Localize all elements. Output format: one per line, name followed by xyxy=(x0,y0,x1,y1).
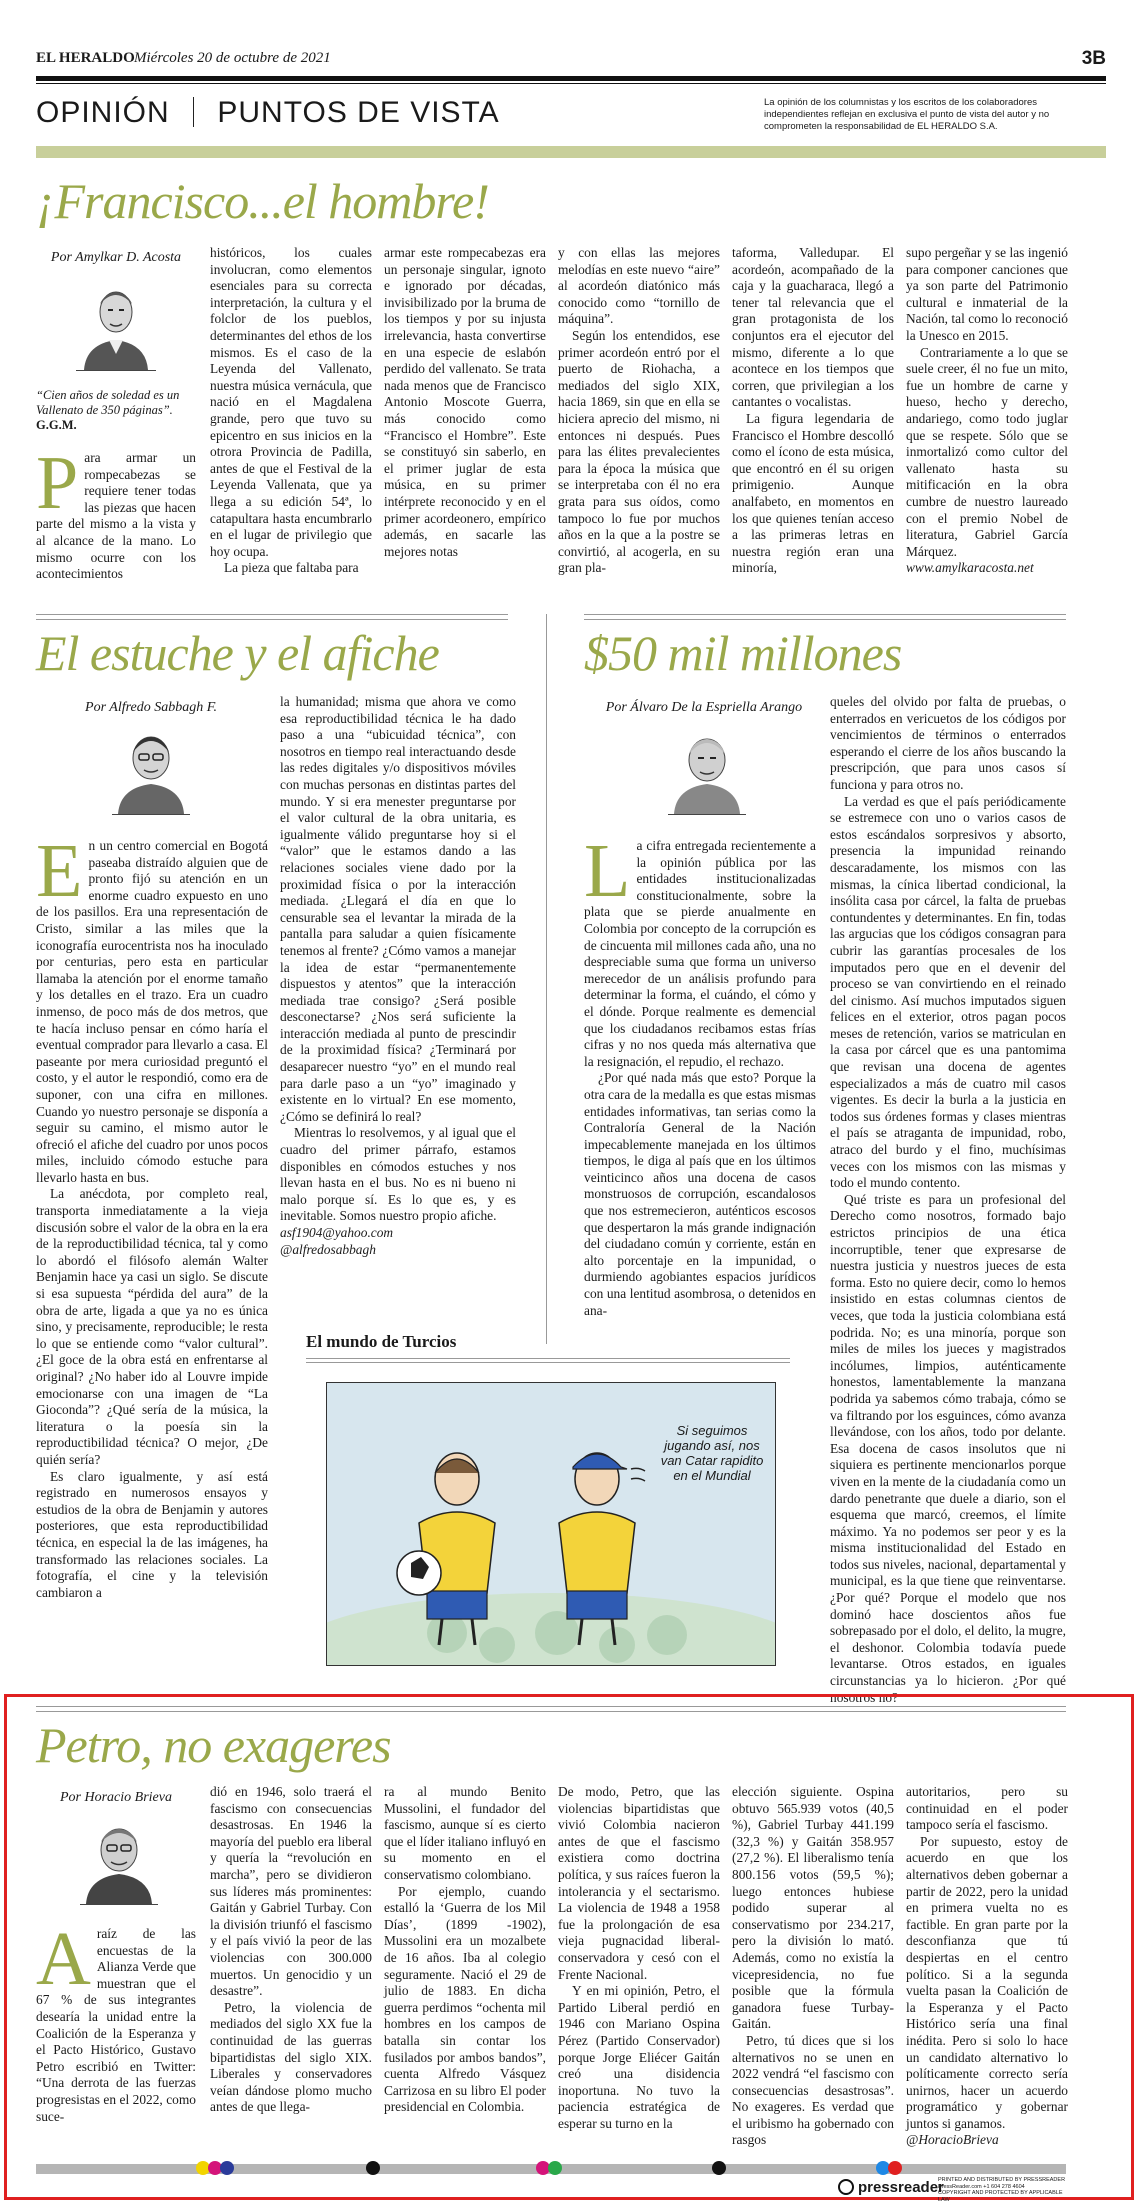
author-twitter-brieva[interactable]: @HoracioBrieva xyxy=(906,2132,999,2148)
article1-col4-p1: y con ellas las mejores melodías en este nuevo “aire” al acordeón diatónico más conocido como “tornillo de máquina”. xyxy=(558,245,720,327)
headline-50mil: $50 mil millones xyxy=(584,625,902,681)
pressreader-logo xyxy=(838,2178,944,2196)
article3-col2-p1: queles del olvido por falta de pruebas, o enterrados en vericuetos de los códigos por vencimientos de términos o enterrados esperando el cierre de los años buscando la prescripción, que para unos casos sí funciona y para otros no. xyxy=(830,694,1066,792)
article1-col1-text: ara armar un rompecabezas se requiere tener todas las piezas que hacen parte del mismo a la vista y al alcance de la mano. Lo mismo ocurre con los acontecimientos xyxy=(36,450,196,582)
article1-col5 xyxy=(732,245,894,577)
article3-col1-text: a cifra entregada recientemente a la opinión pública por las entidades institucionalizadas constitucionalmente, sobre la plata que se pierde anualmente en Colombia por concepto de la corrupción es de cincuenta mil millones cada año, una no despreciable suma que forma un universo merecedor de un análisis profundo para determinar la forma, el cuándo, el cómo y el dónde. Porque realmente es demencial que los ciudadanos recibamos estas frías cifras y no nos queda más alternativa que la resignación, el repudio, el rechazo. xyxy=(584,838,816,1069)
footer-line-3: COPYRIGHT AND PROTECTED BY APPLICABLE LAW xyxy=(938,2190,1063,2203)
headline-francisco: ¡Francisco...el hombre! xyxy=(36,173,489,229)
byline-brieva: Por Horacio Brieva xyxy=(60,1790,172,1805)
section-band xyxy=(36,146,1106,158)
article1-col3 xyxy=(384,245,546,560)
article1-col4-p2: Según los entendidos, ese primer acordeón entró por el puerto de Riohacha, a mediados del siglo XIX, hacia 1869, sin que en ella se hiciera aprecio del mismo, ni entonces ni después. Pues para las élites prevalecientes para la época la música que se interpretaba con él no era grata para sus oídos, como tampoco lo fue por muchos años en la que a la postre se convirtió, al acogerla, en su gran pla- xyxy=(558,327,720,576)
article4-col2 xyxy=(210,1784,372,2116)
article3-col2-p3: Qué triste es para un profesional del Derecho como nosotros, formado bajo estrictos principios de una ética incorruptible, tener que expresarse de nuestra justicia y nuestros jueces de esta forma. Esto no quiere decir, como lo hemos insistido en estas columnas cientos de veces, que toda la justicia colombiana está podrida. No; es una minoría, porque son miles de miles los jueces y magistrados incólumes, limpios, auténticamente honestos, lamentablemente la manzana podrida ya sabemos cómo trabaja, cómo se va filtrando por los esguinces, cómo avanza llevándose, con los años, todo por delante. Esa docena de casos insolutos que ni siquiera es pertinente mencionarlos porque viven en la mente de la ciudadanía como un dardo penetrante que duele a diario, son el esquema que marcó, creemos, el límite máximo. Ya no podemos ser peor y es la misma institucionalidad del Estado en todos sus niveles, nacional, departamental y municipal, es la que tiene que reinventarse. ¿Por qué? Porque el modelo que nos dominó hace doscientos años fue sobrepasado por el dolo, el delito, la mugre, el deshonor. Colombia todavía puede levantarse. Otros estados, en iguales circunstancias ya lo hicieron. ¿Por qué nosotros no? xyxy=(830,1191,1066,1705)
article2-col2-p2: Mientras lo resolvemos, y al igual que el cuadro del primer párrafo, estamos disponibles en cómodos estuches y nos llevan hasta en el bus. No es ni bueno ni malo porque sí. Es lo que es, y es inevitable. Somos nuestro propio afiche. xyxy=(280,1125,516,1224)
paper-name: EL HERALDO xyxy=(36,50,135,66)
article4-col2-p2: Petro, la violencia de mediados del siglo XX fue la continuidad de las guerras bipartidistas del siglo XIX. Liberales y conservadores veían dándose plomo mucho antes de que llega- xyxy=(210,1999,372,2115)
author-email[interactable]: asf1904@yahoo.com xyxy=(280,1225,394,1240)
article1-col2-p2: La pieza que faltaba para xyxy=(224,560,359,576)
article4-col3-p2: Por ejemplo, cuando estalló la ‘Guerra de los Mil Días’, (1899 -1902), Mussolini era un mozalbete de 16 años. Iba al colegio seguramente. Nació el 29 de julio de 1883. En dicha guerra perdimos “ochenta mil hombres en los campos de batalla sin contar los fusilados por ambos bandos”, cuenta Alfredo Vásquez Carrizosa en su libro El poder presidencial en Colombia. xyxy=(384,1883,546,2115)
page-number: 3B xyxy=(1081,48,1106,69)
section-title xyxy=(36,96,500,130)
article1-col2-p1: históricos, los cuales involucran, como elementos esenciales para su correcta interpretación, la cultura y el folclor de los pueblos, determinantes del ethos de los mismos. Es el caso de la Leyenda del Vallenato, nuestra música vernácula, que nació en el Magdalena grande, pero que tuvo su epicentro en sus inicios en la otrora Provincia de Padilla, antes de que el Festival de la Leyenda Vallenata, que ya llega a su edición 54ª, lo catapultara hasta encumbrarlo en el lugar de privilegio que hoy ocupa. xyxy=(210,245,372,559)
registration-strip xyxy=(36,2164,1066,2174)
footer-line-2: PressReader.com +1 604 278 4604 xyxy=(938,2183,1025,2190)
column-divider xyxy=(546,614,547,1344)
header-rule xyxy=(36,76,1106,81)
dropcap-e: E xyxy=(36,829,83,913)
article1-col1 xyxy=(36,441,196,583)
header-rule-thin xyxy=(36,83,1106,84)
article1-col4 xyxy=(558,245,720,577)
dropcap-p: P xyxy=(36,441,79,525)
author-twitter[interactable]: @alfredosabbagh xyxy=(280,1241,376,1257)
article3-col1 xyxy=(584,829,817,1319)
separator xyxy=(36,1711,1066,1712)
author-photo-acosta xyxy=(76,274,156,371)
separator xyxy=(584,614,1066,615)
article4-col3-p1: ra al mundo Benito Mussolini, el fundador del fascismo, aunque sí es cierto que el líder italiano influyó en su momento en el conservatismo colombiano. xyxy=(384,1784,546,1882)
registration-mark xyxy=(548,2161,562,2175)
speech-bubble: Si seguimos jugando así, nos van Catar rapidito en el Mundial xyxy=(660,1423,764,1483)
headline-estuche: El estuche y el afiche xyxy=(36,625,439,681)
footer-line-1: PRINTED AND DISTRIBUTED BY PRESSREADER xyxy=(938,2177,1066,2183)
article2-col1-p2: La anécdota, por completo real, transporta inmediatamente a la vieja discusión sobre el valor de la obra en la era de la reproductibilidad técnica, tal y como lo abordó el filósofo alemán Walter Benjamin hace ya casi un siglo. Se discute si esa supuesta “pérdida del aura” de la obra de arte, ligada a que ya no es única sino, y precisamente, reproducible; le resta lo que se entiende como “valor cultural”. ¿El goce de la obra está en enfrentarse al original? ¿No haber ido al Louvre impide emocionarse con una imagen de “La Gioconda”? ¿Qué sería de la música, la literatura o la poesía sin la reproductibilidad técnica? O mejor, ¿De quién sería? xyxy=(36,1186,268,1467)
pressreader-icon xyxy=(838,2179,854,2195)
article4-col6-p2: Por supuesto, estoy de acuerdo en que los alternativos deben gobernar a partir de 2022, pero la unidad en primera vuelta no es factible. En gran parte por la desconfianza que tú despiertas en el centro político. Si a la segunda vuelta pasan la Coalición de la Esperanza y el Pacto Histórico sería una final inédita. Pero si solo lo hace un candidato alternativo lo políticamente correcto sería unirnos, hacer un acuerdo programático y gobernar juntos si ganamos. xyxy=(906,1833,1068,2131)
article4-col5 xyxy=(732,1784,894,2149)
separator xyxy=(36,614,508,615)
article1-col6-p1: supo pergeñar y se las ingenió para componer canciones que ya son parte del Patrimonio cultural e inmaterial de la Nación, tal como lo reconoció la Unesco en 2015. xyxy=(906,245,1068,343)
article4-col5-p2: Petro, tú dices que si los alternativos no se unen en 2022 vendrá “el fascismo con consecuencias desastrosas”. No exageres. Es verdad que el uribismo ha gobernado con rasgos xyxy=(732,2032,894,2148)
author-photo-brieva xyxy=(80,1812,158,1905)
separator xyxy=(584,619,1066,620)
cartoon-title: El mundo de Turcios xyxy=(306,1332,457,1351)
article4-col1-text: raíz de las encuestas de la Alianza Verde que muestran que el 67 % de sus integrantes desearía la unidad entre la Coalición de la Esperanza y el Pacto Histórico, Gustavo Petro escribió en Twitter: “Una derrota de las fuerzas progresistas en el 2022, como suce- xyxy=(36,1926,196,2124)
disclaimer: La opinión de los columnistas y los escritos de los colaboradores independientes reflejan en exclusiva el punto de vista del autor y no comprometen la responsabilidad de EL HERALDO S.A. xyxy=(764,97,1050,132)
cartoon-rule xyxy=(306,1358,790,1359)
separator xyxy=(36,1706,1066,1707)
author-website[interactable]: www.amylkaracosta.net xyxy=(906,560,1034,576)
dropcap-a: A xyxy=(36,1917,91,2001)
article4-col6 xyxy=(906,1784,1068,2149)
section-label: OPINIÓN xyxy=(36,96,170,129)
article3-col1-p2: ¿Por qué nada más que esto? Porque la otra cara de la medalla es que estas mismas entidades informativas, tan serias como la Contraloría General de la Nación impecablemente manejada en los últimos tiempos, le diga al país que en los últimos veinticinco años una docena de casos monstruosos de corrupción, escandalosos que nos estremecieron, auténticos escosos que despertaron la más grande indignación del ciudadano común y corriente, están en alto porcentaje en la impunidad, o durmiendo agobiantes espacios jurídicos con una lentitud asombrosa, o detenidos en ana- xyxy=(584,1070,817,1318)
article1-col3-p1: armar este rompecabezas era un personaje singular, ignoto e ignorado por décadas, invisibilizado por la bruma de los tiempos y por su injusta irrelevancia, hasta convertirse en una especie de eslabón perdido del vallenato. Se trata nada menos que de Francisco Antonio Moscote Guerra, más conocido como “Francisco el Hombre”. Este se constituyó sin saberlo, en el primer juglar de esta música, en su primer intérprete reconocido y en el primer acordeonero, empírico además, en sacarle las mejores notas xyxy=(384,245,546,559)
dropcap-l: L xyxy=(584,829,631,913)
article3-col2-p2: La verdad es que el país periódicamente se estremece con uno o varios casos de estos escándalos sorpresivos y absorto, presencia la impunidad reinando descaradamente, los mismos con las mismas, la cínica libertad condicional, la insólita casa por cárcel, la falta de pruebas contundentes y determinantes. En fin, todas las argucias que los códigos consagran para cubrir las garantías procesales de los imputados pero que en el devenir del proceso se van convirtiendo en el reinado del cinismo. Así muchos imputados siguen felices en el exterior, otros pagan pocos meses de retención, varios se matriculan en la casa por cárcel que es una pantomima que revisan una docena de agentes especializados a más de cuatro mil casos vigentes. Es decir la burla a la justicia en todos sus órdenes formas y clases mientras el país se atraganta de impunidad, robo, atraco del burdo y el fino, muchísimas veces con los mismos con las mismas y todo el mundo contento. xyxy=(830,793,1066,1191)
article1-col5-p1: taforma, Valledupar. El acordeón, acompañado de la caja y la guacharaca, llegó a tener tal relevancia que el gran protagonista de los conjuntos era el ejecutor del mismo, diferente a lo que acontece en los tiempos que corren, que privilegian a los cantantes o vocalistas. xyxy=(732,245,894,410)
article4-col6-p1: autoritarios, pero su continuidad en el poder tampoco sería el fascismo. xyxy=(906,1784,1068,1833)
article2-col1-p3: Es claro igualmente, y así está registrado en numerosos ensayos y estudios de la obra de Benjamin y autores posteriores, que esta reproductibilidad técnica, en especial la de las imágenes, ha transformado las relaciones sociales. La fotografía, el cine y la televisión cambiaron a xyxy=(36,1468,268,1600)
masthead xyxy=(36,50,1106,74)
epigraph-text: “Cien años de soledad es un Vallenato de 350 páginas”. xyxy=(36,388,180,417)
article2-col1-text: n un centro comercial en Bogotá paseaba distraído alguien que de pronto fijó su atención en un enorme cuadro expuesto en uno de los pasillos. Era una representación de Cristo, similar a las miles que la iconografía eurocentrista nos ha inoculado por centurias, pero esta en particular llamaba la atención por el enorme tamaño y los detalles en el trazo. Era un cuadro inmenso, de poco más de dos metros, que te hacía incluso pensar en cómo haría el eventual comprador para llevarlo a casa. El paseante por mera curiosidad preguntó el costo, y el autor le respondió, como era de suponer, con una cifra en millones. Cuando yo nuestro personaje se disponía a seguir su camino, el mismo autor le ofreció el afiche del cuadro por unos pocos miles, incluido cómodo estuche para llevarlo hasta en bus. xyxy=(36,838,268,1185)
registration-mark xyxy=(712,2161,726,2175)
byline-acosta: Por Amylkar D. Acosta xyxy=(50,250,182,265)
issue-date: Miércoles 20 de octubre de 2021 xyxy=(134,50,331,66)
article4-col4-p2: Y en mi opinión, Petro, el Partido Liberal perdió en 1946 con Mariano Ospina Pérez (Partido Conservador) porque Jorge Eliécer Gaitán creó una disidencia inoportuna. No tuvo la paciencia estratégica de esperar su turno en la xyxy=(558,1983,720,2131)
author-photo-espriella xyxy=(668,722,746,815)
footer-notice xyxy=(938,2177,1068,2203)
article1-col2 xyxy=(210,245,372,577)
byline-espriella: Por Álvaro De la Espriella Arango xyxy=(605,700,803,715)
epigraph-quote xyxy=(36,388,201,433)
article1-col6 xyxy=(906,245,1068,577)
registration-mark xyxy=(220,2161,234,2175)
article2-col2-p1: la humanidad; misma que ahora ve como esa reproductibilidad técnica le ha dado paso a una “ubicuidad técnica”, con nosotros en tiempo real interactuando desde las redes digitales y/o dispositivos móviles con muchas personas en distintas partes del mundo. Y si era menester preguntarse por el valor cultural de la obra unitaria, es igualmente válido preguntarse hoy si el “valor” que le estamos dando a las relaciones sociales viene dado por la proximidad física o por la interacción mediada. ¿Llegará el día en que lo censurable sea el levantar la mirada de la pantalla para saludar a quien físicamente tenemos al frente? ¿Cómo vamos a manejar la idea de estar “permanentemente dispuestos y atentos” que la interacción mediada trae consigo? ¿Será posible desconectarse? ¿Nos será suficiente la interacción mediada al punto de prescindir de la proximidad física? ¿Terminará por desaparecer nuestro “yo” en el mundo real para darle paso a un “yo” imaginado y existente en lo virtual? En ese momento, ¿Cómo se definirá lo real? xyxy=(280,694,516,1124)
article3-col2 xyxy=(830,694,1066,1706)
registration-mark xyxy=(366,2161,380,2175)
subsection-label: PUNTOS DE VISTA xyxy=(217,96,500,129)
pressreader-brand: pressreader xyxy=(858,2178,944,2196)
article4-col4-p1: De modo, Petro, que las violencias bipartidistas que vivió Colombia nacieron antes de que el fascismo existiera como doctrina política, y sus raíces fueron la intolerancia y el sectarismo. La violencia de 1948 a 1958 fue la prolongación de esa vieja pugnacidad liberal-conservadora y cesó con el Frente Nacional. xyxy=(558,1784,720,1982)
byline-sabbagh: Por Alfredo Sabbagh F. xyxy=(85,700,217,715)
author-photo-sabbagh xyxy=(112,722,190,815)
article2-col2 xyxy=(280,694,516,1258)
article4-col1 xyxy=(36,1917,196,2125)
section-divider xyxy=(193,97,194,127)
article4-col5-p1: elección siguiente. Ospina obtuvo 565.939 votos (40,5 %), Gabriel Turbay 441.199 (32,3 %) y Gaitán 358.957 (27,2 %). El liberalismo tenía 800.156 votos (59,5 %); luego entonces hubiese podido superar al conservatismo por 234.217, pero la división lo mató. Además, como no existía la vicepresidencia, no fue posible que la fórmula ganadora fuese Turbay-Gaitán. xyxy=(732,1784,894,2032)
cartoon-panel xyxy=(326,1382,776,1666)
article4-col2-p1: dió en 1946, solo traerá el fascismo con consecuencias desastrosas. En 1946 la mayoría del pueblo era liberal y quería la “revolución en marcha”, pero se dividieron sus líderes más prominentes: Gaitán y Gabriel Turbay. Con la división triunfó el fascismo y el país vivió la peor de las violencias con 300.000 muertos. Un genocidio y un desastre”. xyxy=(210,1784,372,1999)
separator xyxy=(36,619,508,620)
epigraph-author: G.G.M. xyxy=(36,418,77,432)
article1-col6-p2: Contrariamente a lo que se suele creer, él no fue un mito, fue un hombre de carne y hueso, hecho y derecho, andariego, como todo juglar que se respete. Sólo que se inmortalizó como cultor del vallenato hasta su mitificación en la obra cumbre de nuestro laureado con el premio Nobel de literatura, Gabriel García Márquez. xyxy=(906,344,1068,559)
registration-mark xyxy=(888,2161,902,2175)
headline-petro: Petro, no exageres xyxy=(36,1717,391,1773)
article4-col3 xyxy=(384,1784,546,2116)
article2-col1 xyxy=(36,829,268,1601)
article4-col4 xyxy=(558,1784,720,2132)
article1-col5-p2: La figura legendaria de Francisco el Hombre descolló como el ícono de esta música, que encontró en él su origen primigenio. Aunque analfabeto, en momentos en los que quienes tenían acceso a las primeras letras en nuestra región eran una minoría, xyxy=(732,410,894,576)
cartoon-rule xyxy=(306,1362,790,1363)
